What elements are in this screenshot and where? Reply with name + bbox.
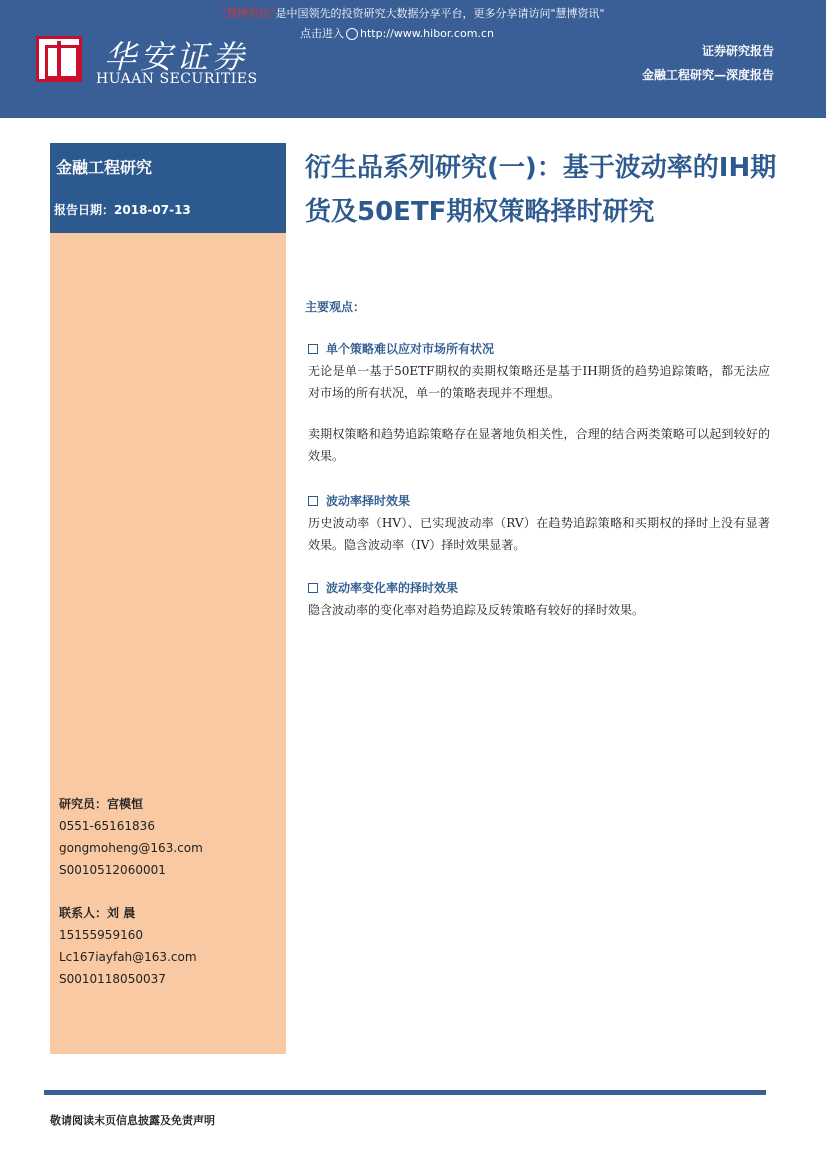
promo-brand: "慧博资讯" <box>221 7 276 20</box>
report-type: 金融工程研究—深度报告 <box>641 68 774 82</box>
analyst-block <box>59 793 203 881</box>
section-paragraph: 隐含波动率的变化率对趋势追踪及反转策略有较好的择时效果。 <box>308 603 645 617</box>
analyst-label: 研究员： <box>59 797 108 811</box>
link-icon <box>346 28 358 40</box>
section-paragraph: 历史波动率（HV）、已实现波动率（RV）在趋势追踪策略和买期权的择时上没有显著效果。隐含波动率（IV）择时效果显著。 <box>308 516 770 552</box>
promo-banner <box>0 5 826 21</box>
section-heading <box>308 580 770 596</box>
section-heading-text: 波动率择时效果 <box>326 494 411 508</box>
footer-divider <box>44 1090 766 1095</box>
sidebar-title: 金融工程研究 <box>56 158 153 177</box>
sidebar <box>50 143 286 1054</box>
report-date <box>54 201 191 218</box>
contact-label: 联系人： <box>59 906 108 920</box>
contact-license: S0010118050037 <box>59 972 166 986</box>
promo-link-row[interactable] <box>300 25 494 41</box>
brand-name-cn: 华安证券 <box>104 38 249 76</box>
analyst-line <box>59 793 203 815</box>
analyst-phone: 0551-65161836 <box>59 819 155 833</box>
contact-email[interactable]: Lc167iayfah@163.com <box>59 950 197 964</box>
checkbox-bullet-icon <box>308 496 318 506</box>
section-heading-text: 波动率变化率的择时效果 <box>326 581 459 595</box>
analyst-name: 宫模恒 <box>107 797 144 811</box>
section-heading <box>308 493 770 509</box>
huaan-logo-icon <box>36 36 82 82</box>
sidebar-header <box>50 143 286 233</box>
promo-url[interactable]: http://www.hibor.com.cn <box>360 27 494 40</box>
report-title: 衍生品系列研究(一)：基于波动率的IH期货及50ETF期权策略择时研究 <box>305 153 777 227</box>
checkbox-bullet-icon <box>308 583 318 593</box>
contact-phone: 15155959160 <box>59 928 143 942</box>
report-header <box>0 0 826 118</box>
contact-name: 刘 晨 <box>107 906 136 920</box>
promo-text: 是中国领先的投资研究大数据分享平台，更多分享请访问 <box>275 7 551 20</box>
section-paragraph: 无论是单一基于50ETF期权的卖期权策略还是基于IH期货的趋势追踪策略，都无法应对市场的所有状况，单一的策略表现并不理想。 <box>308 364 770 400</box>
checkbox-bullet-icon <box>308 344 318 354</box>
promo-link-label[interactable]: 点击进入 <box>300 27 344 40</box>
section-heading-text: 单个策略难以应对市场所有状况 <box>326 342 495 356</box>
section-1 <box>308 341 770 467</box>
section-2 <box>308 493 770 556</box>
report-date-value: 2018-07-13 <box>114 203 191 217</box>
section-3 <box>308 580 770 621</box>
promo-brand-suffix: "慧博资讯" <box>550 7 605 20</box>
brand-name-en: HUAAN SECURITIES <box>96 71 258 87</box>
footer-disclaimer[interactable]: 敬请阅读末页信息披露及免责声明 <box>50 1114 215 1127</box>
report-category: 证券研究报告 <box>701 44 774 58</box>
analyst-email[interactable]: gongmoheng@163.com <box>59 841 203 855</box>
section-heading <box>308 341 770 357</box>
key-views-label: 主要观点： <box>305 300 366 314</box>
section-paragraph: 卖期权策略和趋势追踪策略存在显著地负相关性，合理的结合两类策略可以起到较好的效果。 <box>308 427 770 463</box>
contact-block <box>59 902 197 990</box>
contact-line <box>59 902 197 924</box>
analyst-license: S0010512060001 <box>59 863 166 877</box>
report-date-label: 报告日期： <box>54 203 115 217</box>
